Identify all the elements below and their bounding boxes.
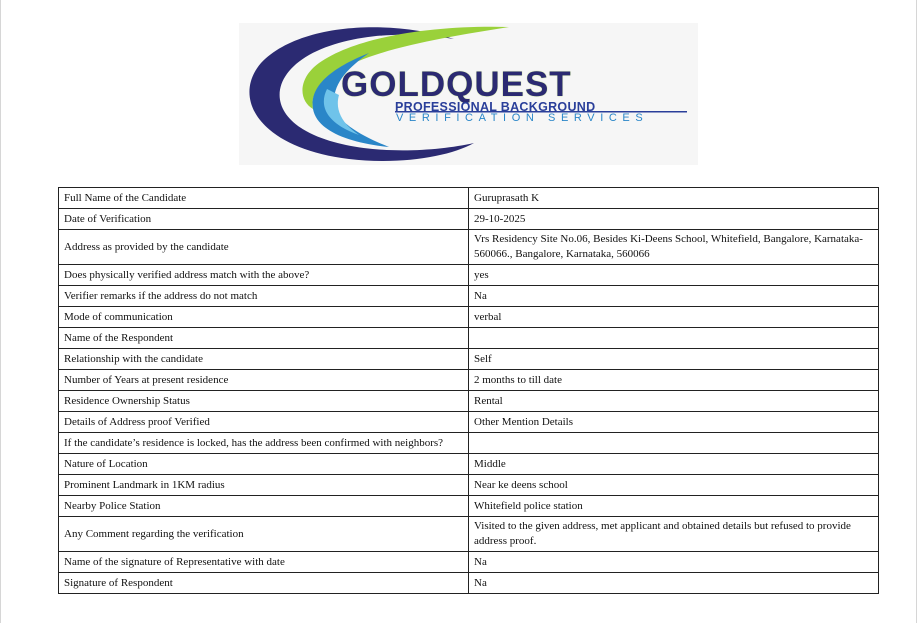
goldquest-logo bbox=[239, 23, 698, 165]
table-row bbox=[59, 349, 879, 370]
table-row bbox=[59, 391, 879, 412]
table-row bbox=[59, 265, 879, 286]
row-label: Signature of Respondent bbox=[59, 573, 469, 594]
table-row bbox=[59, 286, 879, 307]
row-label: Does physically verified address match with the above? bbox=[59, 265, 469, 286]
table-row bbox=[59, 496, 879, 517]
table-row bbox=[59, 209, 879, 230]
row-value: verbal bbox=[469, 307, 879, 328]
brand-name: GOLDQUEST bbox=[341, 65, 572, 104]
table-row bbox=[59, 370, 879, 391]
table-row bbox=[59, 454, 879, 475]
table-row bbox=[59, 552, 879, 573]
row-value: yes bbox=[469, 265, 879, 286]
row-value: Whitefield police station bbox=[469, 496, 879, 517]
brand-tagline-2: VERIFICATION SERVICES bbox=[396, 112, 649, 124]
brand-tagline-1: PROFESSIONAL BACKGROUND bbox=[395, 100, 596, 114]
row-label: Date of Verification bbox=[59, 209, 469, 230]
row-value: Vrs Residency Site No.06, Besides Ki-Deens School, Whitefield, Bangalore, Karnataka-560066., Bangalore, Karnataka, 560066 bbox=[469, 230, 879, 265]
table-row bbox=[59, 517, 879, 552]
page-left-edge bbox=[0, 0, 1, 623]
table-row bbox=[59, 230, 879, 265]
verification-table bbox=[58, 187, 879, 594]
row-value bbox=[469, 433, 879, 454]
row-value: Guruprasath K bbox=[469, 188, 879, 209]
table-row bbox=[59, 475, 879, 496]
row-label: Address as provided by the candidate bbox=[59, 230, 469, 265]
row-value: Rental bbox=[469, 391, 879, 412]
row-label: Residence Ownership Status bbox=[59, 391, 469, 412]
row-label: Prominent Landmark in 1KM radius bbox=[59, 475, 469, 496]
row-label: Name of the Respondent bbox=[59, 328, 469, 349]
row-value: Na bbox=[469, 286, 879, 307]
row-value: 29-10-2025 bbox=[469, 209, 879, 230]
row-value: Middle bbox=[469, 454, 879, 475]
table-row bbox=[59, 412, 879, 433]
row-label: Full Name of the Candidate bbox=[59, 188, 469, 209]
row-value: Na bbox=[469, 573, 879, 594]
table-row bbox=[59, 328, 879, 349]
row-value: Self bbox=[469, 349, 879, 370]
row-value: Near ke deens school bbox=[469, 475, 879, 496]
table-row bbox=[59, 188, 879, 209]
table-row bbox=[59, 307, 879, 328]
table-row bbox=[59, 433, 879, 454]
row-label: Verifier remarks if the address do not match bbox=[59, 286, 469, 307]
row-value: Visited to the given address, met applicant and obtained details but refused to provide address proof. bbox=[469, 517, 879, 552]
row-value: Other Mention Details bbox=[469, 412, 879, 433]
row-label: Nearby Police Station bbox=[59, 496, 469, 517]
row-value: Na bbox=[469, 552, 879, 573]
row-label: Nature of Location bbox=[59, 454, 469, 475]
row-label: Mode of communication bbox=[59, 307, 469, 328]
row-label: Details of Address proof Verified bbox=[59, 412, 469, 433]
row-label: Number of Years at present residence bbox=[59, 370, 469, 391]
row-label: Relationship with the candidate bbox=[59, 349, 469, 370]
row-label: If the candidate’s residence is locked, has the address been confirmed with neighbors? bbox=[59, 433, 469, 454]
row-value: 2 months to till date bbox=[469, 370, 879, 391]
row-label: Any Comment regarding the verification bbox=[59, 517, 469, 552]
table-row bbox=[59, 573, 879, 594]
row-label: Name of the signature of Representative with date bbox=[59, 552, 469, 573]
row-value bbox=[469, 328, 879, 349]
